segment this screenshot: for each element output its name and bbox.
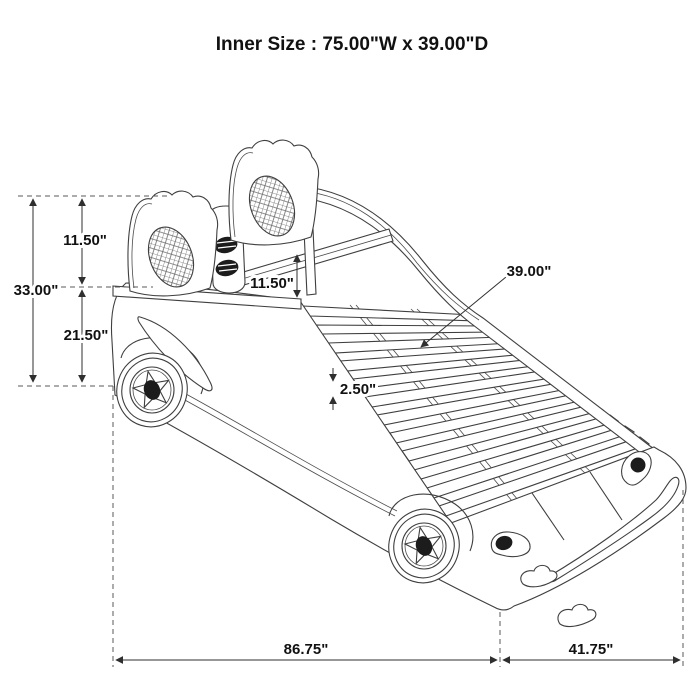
dim-slat-thickness: 2.50" <box>339 381 377 398</box>
dim-inner-depth: 39.00" <box>506 263 552 280</box>
seat-left <box>128 191 218 296</box>
dim-headboard-upper: 11.50" <box>63 232 107 249</box>
dim-overall-width: 41.75" <box>568 641 614 658</box>
seat-right <box>229 140 319 245</box>
page-title: Inner Size : 75.00"W x 39.00"D <box>215 34 489 55</box>
car-bed-drawing <box>107 140 686 626</box>
dim-base-lower: 21.50" <box>63 327 109 344</box>
headlight-bulb <box>631 458 645 472</box>
dim-headboard-above-deck: 11.50" <box>250 275 294 292</box>
bottom-intake <box>558 604 596 626</box>
dim-overall-length: 86.75" <box>283 641 329 658</box>
bed-slat <box>315 325 495 334</box>
dim-overall-height: 33.00" <box>13 282 59 299</box>
